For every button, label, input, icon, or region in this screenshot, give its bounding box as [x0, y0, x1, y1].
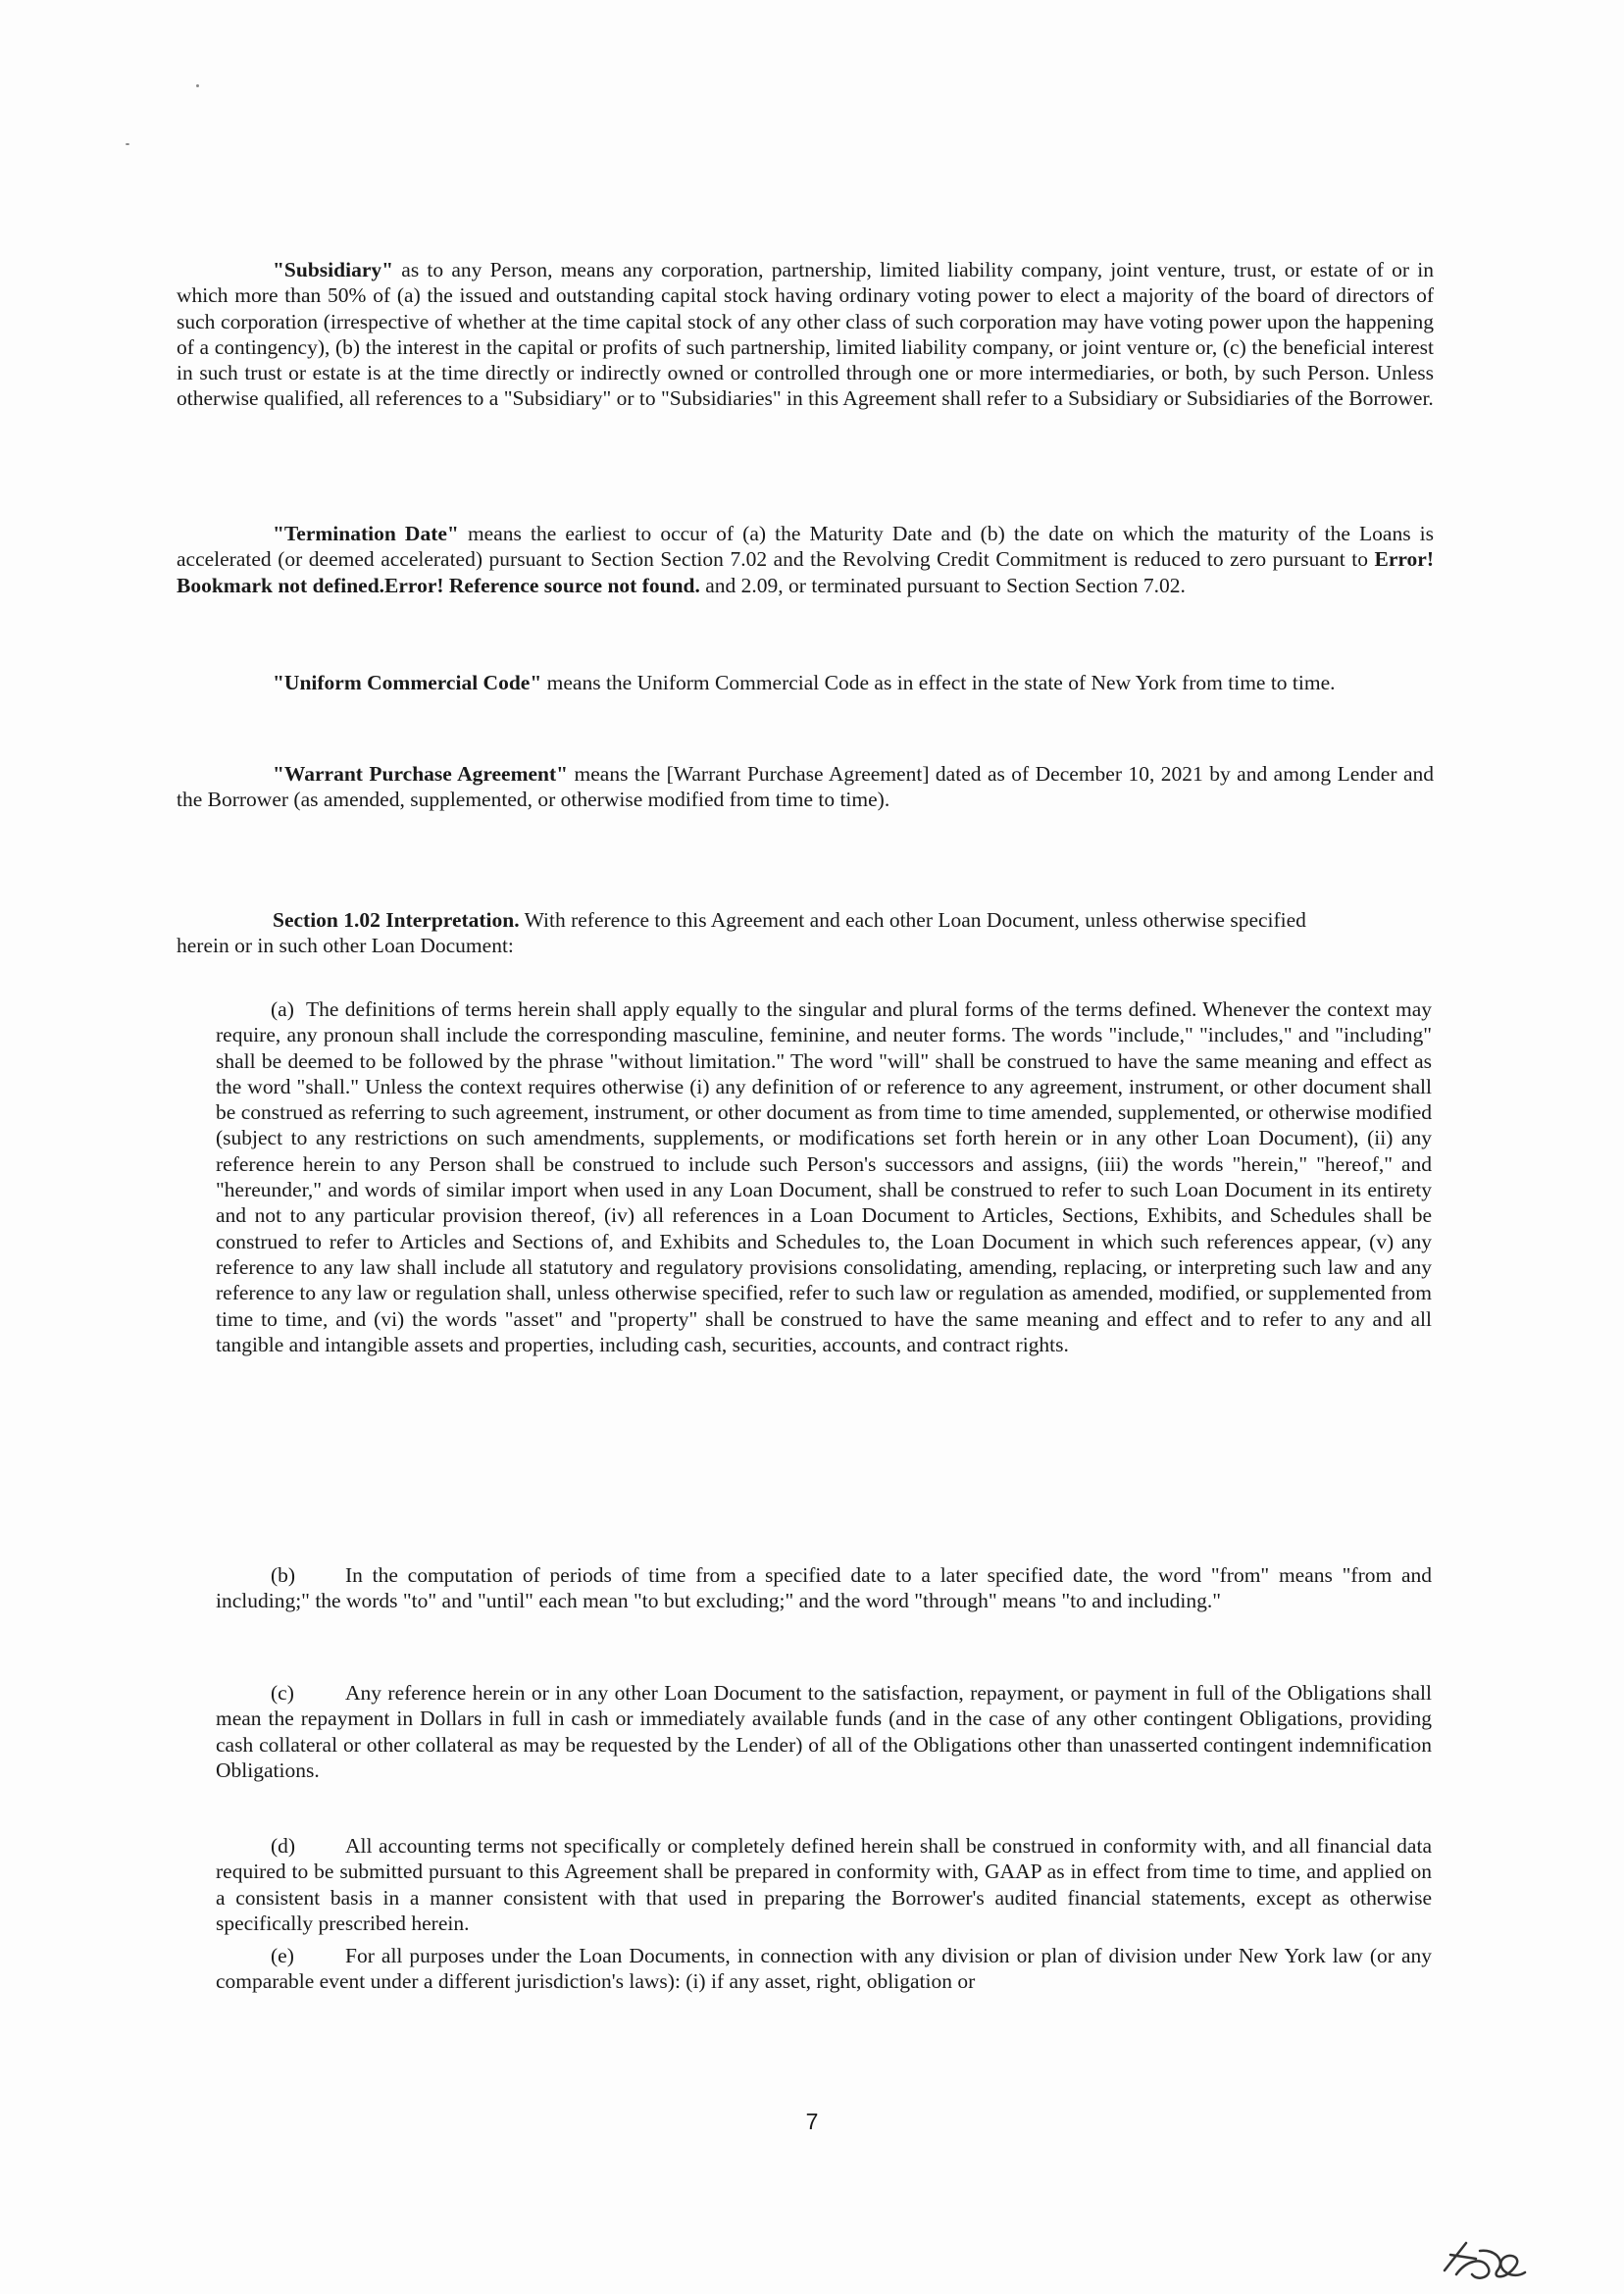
definition-text: as to any Person, means any corporation, partnership, limited liability company, joint venture, trust, or estate of or in which more than 50% of (a) the issued and outstanding capital stock having ordinary voting power to elect a majority of the board of directors of such corporation (irrespective of whether at the time capital stock of any other class of such corporation may have voting power upon the happening of a contingency), (b) the interest in the capital or profits of such partnership, limited liability company, or joint venture or, (c) the beneficial interest in such trust or estate is at the time directly or indirectly owned or controlled through one or more intermediaries, or both, by such Person. Unless otherwise qualified, all references to a "Subsidiary" or to "Subsidiaries" in this Agreement shall refer to a Subsidiary or Subsidiaries of the Borrower. — [177, 258, 1434, 411]
definition-text: means the earliest to occur of (a) the Maturity Date and (b) the date on which the maturity of the Loans is accelerated (or deemed accelerated) pursuant to Section Section 7.02 and the Revolving Credit Commitment is reduced to zero pursuant to — [177, 522, 1435, 572]
reference-error: Error! Bookmark not defined.Error! Reference source not found. — [177, 547, 1434, 597]
definition-uniform-commercial-code — [177, 670, 1434, 695]
clause-text: The definitions of terms herein shall apply equally to the singular and plural forms of the terms defined. Whenever the context may require, any pronoun shall include the corresponding masculine, feminine, and neuter forms. The words "include," "includes," and "including" shall be deemed to be followed by the phrase "without limitation." The word "will" shall be construed to have the same meaning and effect as the word "shall." Unless the context requires otherwise (i) any definition of or reference to any agreement, instrument, or other document shall be construed as referring to such agreement, instrument, or other document as from time to time amended, supplemented, or otherwise modified (subject to any restrictions on such amendments, supplements, or modifications set forth herein or in any other Loan Document), (ii) any reference herein to any Person shall be construed to include such Person's successors and assigns, (iii) the words "herein," "hereof," and "hereunder," and words of similar import when used in any Loan Document, shall be construed to refer to such Loan Document in its entirety and not to any particular provision thereof, (iv) all references in a Loan Document to Articles, Sections, Exhibits, and Schedules shall be construed to refer to Articles and Sections of, and Exhibits and Schedules to, the Loan Document in which such references appear, (v) any reference to any law shall include all statutory and regulatory provisions consolidating, amending, replacing, or interpreting such law and any reference to any law or regulation shall, unless otherwise specified, refer to such law or regulation as amended, modified, or supplemented from time to time, and (vi) the words "asset" and "property" shall be construed to have the same meaning and effect and to refer to any and all tangible and intangible assets and properties, including cash, securities, accounts, and contract rights. — [216, 997, 1432, 1356]
section-1-02 — [177, 907, 1353, 959]
definition-text: means the Uniform Commercial Code as in effect in the state of New York from time to time. — [541, 671, 1336, 694]
signature-initials-icon — [1437, 2231, 1535, 2290]
clause-text: Any reference herein or in any other Loan Document to the satisfaction, repayment, or payment in full of the Obligations shall mean the repayment in Dollars in full in cash or immediately available funds (and in the case of any other contingent Obligations, providing cash collateral or other collateral as may be requested by the Lender) of all of the Obligations other than unasserted contingent indemnification Obligations. — [216, 1681, 1432, 1782]
defined-term: "Uniform Commercial Code" — [273, 671, 542, 694]
clause-text: All accounting terms not specifically or completely defined herein shall be construed in conformity with, and all financial data required to be submitted pursuant to this Agreement shall be prepared in conformity with, GAAP as in effect from time to time, and applied on a consistent basis in a manner consistent with that used in preparing the Borrower's audited financial statements, except as otherwise specifically prescribed herein. — [216, 1834, 1432, 1935]
section-intro: With reference to this Agreement and each other Loan Document, unless otherwise specified herein or in such other Loan Document: — [177, 908, 1306, 958]
defined-term: "Subsidiary" — [273, 258, 394, 281]
definition-text: means the [Warrant Purchase Agreement] dated as of December 10, 2021 by and among Lender and the Borrower (as amended, supplemented, or otherwise modified from time to time). — [177, 762, 1434, 812]
clause-label: (b) — [271, 1563, 296, 1587]
clause-b — [216, 1562, 1432, 1614]
clause-label: (d) — [271, 1834, 296, 1858]
clause-label: (a) — [271, 997, 294, 1021]
definition-text: and 2.09, or terminated pursuant to Section Section 7.02. — [699, 573, 1186, 597]
section-heading: Section 1.02 Interpretation. — [273, 908, 520, 932]
clause-text: For all purposes under the Loan Documents, in connection with any division or plan of division under New York law (or any comparable event under a different jurisdiction's laws): (i) if any asset, right, obligation or — [216, 1944, 1432, 1994]
defined-term: "Warrant Purchase Agreement" — [273, 762, 569, 786]
clause-a — [216, 996, 1432, 1357]
clause-c — [216, 1680, 1432, 1783]
definition-termination-date — [177, 521, 1434, 598]
clause-label: (c) — [271, 1681, 294, 1705]
clause-e — [216, 1943, 1432, 1995]
scan-speck — [196, 84, 199, 87]
scan-speck — [126, 143, 129, 145]
clause-label: (e) — [271, 1944, 294, 1967]
definition-subsidiary — [177, 257, 1434, 412]
clause-text: In the computation of periods of time from a specified date to a later specified date, the word "from" means "from and including;" the words "to" and "until" each mean "to but excluding;" and the word "through" means "to and including." — [216, 1563, 1432, 1613]
defined-term: "Termination Date" — [273, 522, 459, 545]
clause-d — [216, 1833, 1432, 1936]
definition-warrant-purchase-agreement — [177, 761, 1434, 813]
page-number: 7 — [805, 2109, 819, 2134]
